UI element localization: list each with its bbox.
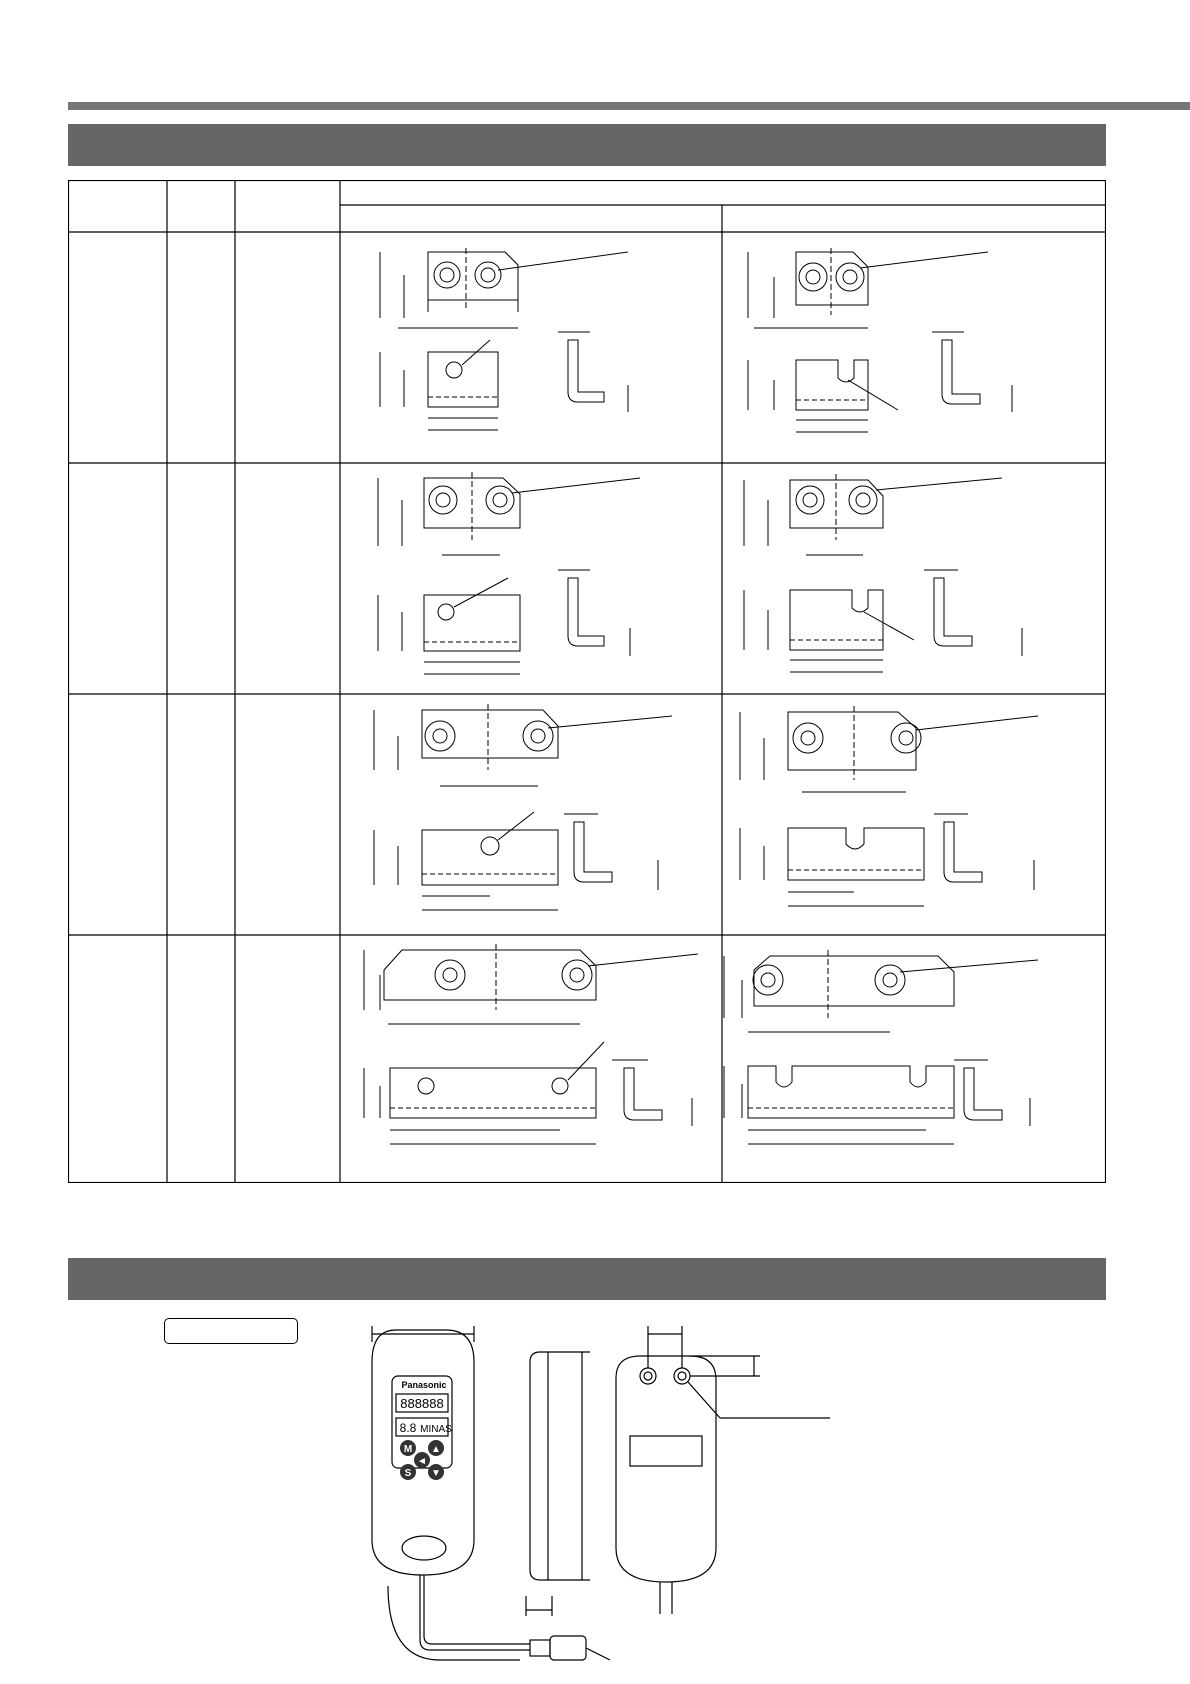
- mounting-hole-left: [640, 1368, 656, 1384]
- mounting-hole-right: [674, 1368, 690, 1384]
- display-bottom-label: MINAS: [420, 1424, 452, 1435]
- key-s-label[interactable]: S: [404, 1468, 412, 1479]
- key-shift-label[interactable]: ◄: [417, 1456, 427, 1467]
- display-top: 888888: [400, 1396, 444, 1411]
- console-side-body: [530, 1352, 548, 1580]
- key-down-label[interactable]: ▼: [431, 1468, 441, 1479]
- key-m-label[interactable]: M: [403, 1444, 413, 1455]
- console-back-body: [616, 1356, 716, 1582]
- key-up-label[interactable]: ▲: [431, 1444, 441, 1455]
- console-brand: Panasonic: [401, 1380, 447, 1390]
- console-cable: [420, 1575, 530, 1650]
- connector-icon: [550, 1636, 586, 1660]
- console-nameplate: [630, 1436, 702, 1466]
- console-window: [402, 1536, 446, 1560]
- display-bottom-digits: 8.8: [399, 1421, 417, 1435]
